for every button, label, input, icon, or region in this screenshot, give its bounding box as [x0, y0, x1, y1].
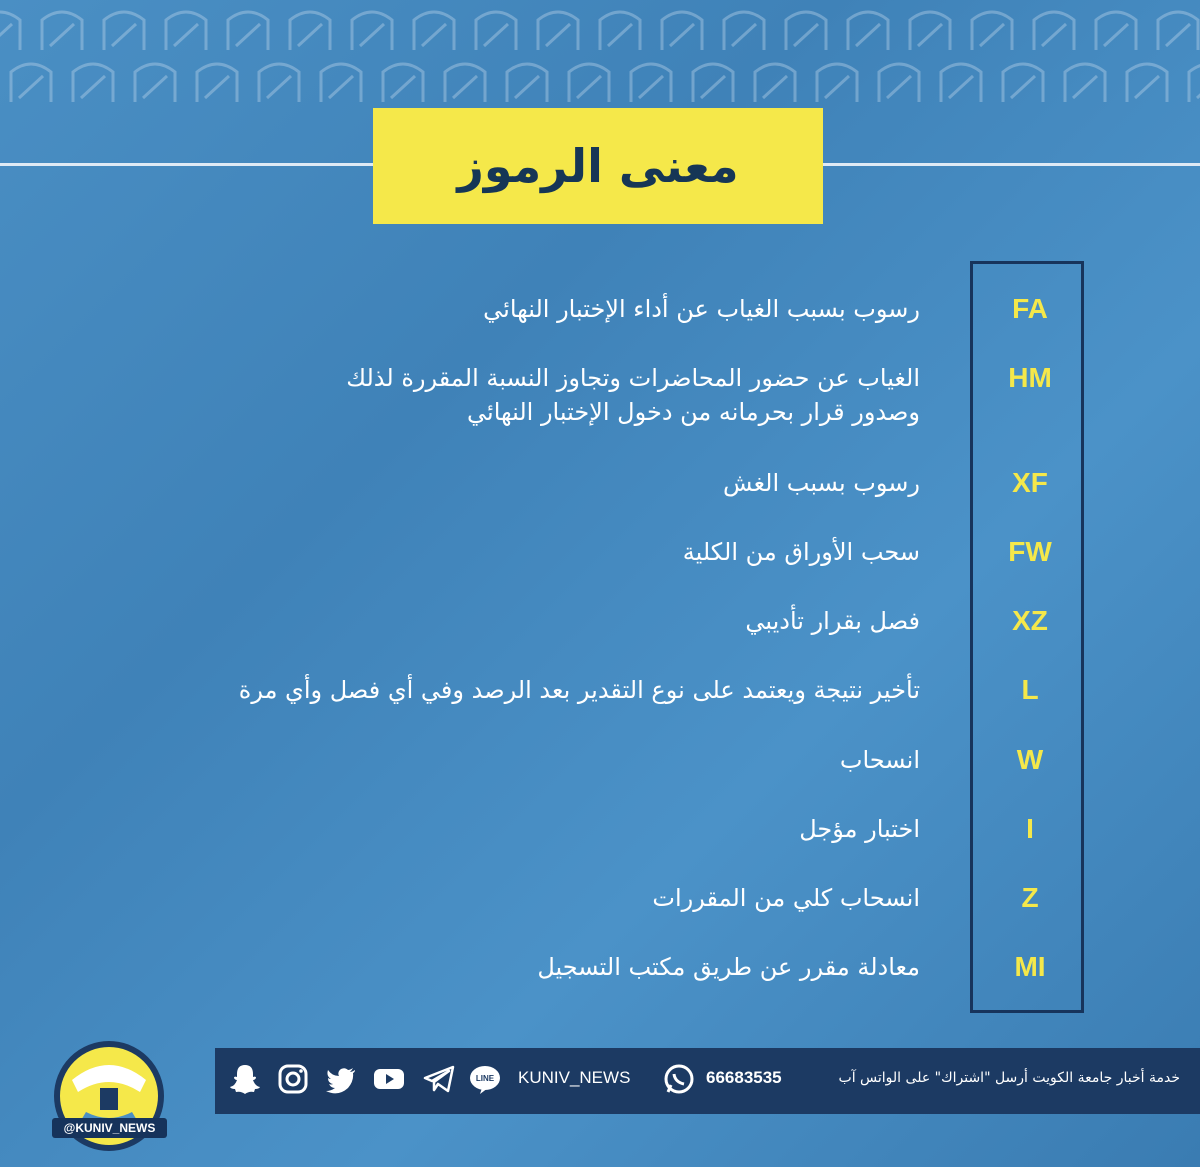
code-description: رسوب بسبب الغش — [722, 469, 920, 497]
code-description: انسحاب — [839, 746, 920, 774]
twitter-icon[interactable] — [324, 1062, 358, 1096]
footer-service-text: خدمة أخبار جامعة الكويت أرسل "اشتراك" على الواتس آب — [838, 1070, 1180, 1086]
code-description: رسوب بسبب الغياب عن أداء الإختبار النهائي — [483, 295, 920, 323]
svg-text:LINE: LINE — [475, 1074, 495, 1083]
code-label: Z — [1021, 882, 1039, 913]
code-description: انسحاب كلي من المقررات — [652, 884, 920, 912]
code-label: W — [1016, 744, 1044, 775]
code-description: معادلة مقرر عن طريق مكتب التسجيل — [537, 953, 920, 981]
telegram-icon[interactable] — [422, 1062, 456, 1096]
footer-handle[interactable]: KUNIV_NEWS — [518, 1068, 631, 1087]
whatsapp-icon[interactable] — [662, 1062, 696, 1096]
code-description: سحب الأوراق من الكلية — [682, 538, 920, 566]
code-label: L — [1021, 674, 1039, 705]
youtube-icon[interactable] — [372, 1062, 406, 1096]
code-label: HM — [1008, 362, 1052, 393]
line-icon[interactable] — [468, 1062, 502, 1096]
code-label: I — [1026, 813, 1034, 844]
instagram-icon[interactable] — [276, 1062, 310, 1096]
logo-handle: @KUNIV_NEWS — [52, 1118, 167, 1138]
footer-phone: 66683535 — [706, 1068, 782, 1087]
code-label: XF — [1012, 467, 1048, 498]
code-description: اختبار مؤجل — [799, 815, 920, 843]
code-label: FW — [1008, 536, 1052, 567]
decorative-pattern — [0, 0, 1200, 110]
title-box — [373, 108, 823, 224]
code-label: XZ — [1012, 605, 1048, 636]
code-description: وصدور قرار بحرمانه من دخول الإختبار النهائي — [467, 398, 920, 426]
university-logo — [40, 1040, 178, 1158]
code-description: الغياب عن حضور المحاضرات وتجاوز النسبة المقررة لذلك — [346, 364, 920, 392]
code-label: MI — [1014, 951, 1046, 982]
code-label: FA — [1012, 293, 1048, 324]
snapchat-icon[interactable] — [228, 1062, 262, 1096]
code-description: تأخير نتيجة ويعتمد على نوع التقدير بعد الرصد وفي أي فصل وأي مرة — [238, 676, 920, 704]
code-description: فصل بقرار تأديبي — [745, 607, 920, 635]
page-title: معنى الرموز — [457, 139, 739, 193]
